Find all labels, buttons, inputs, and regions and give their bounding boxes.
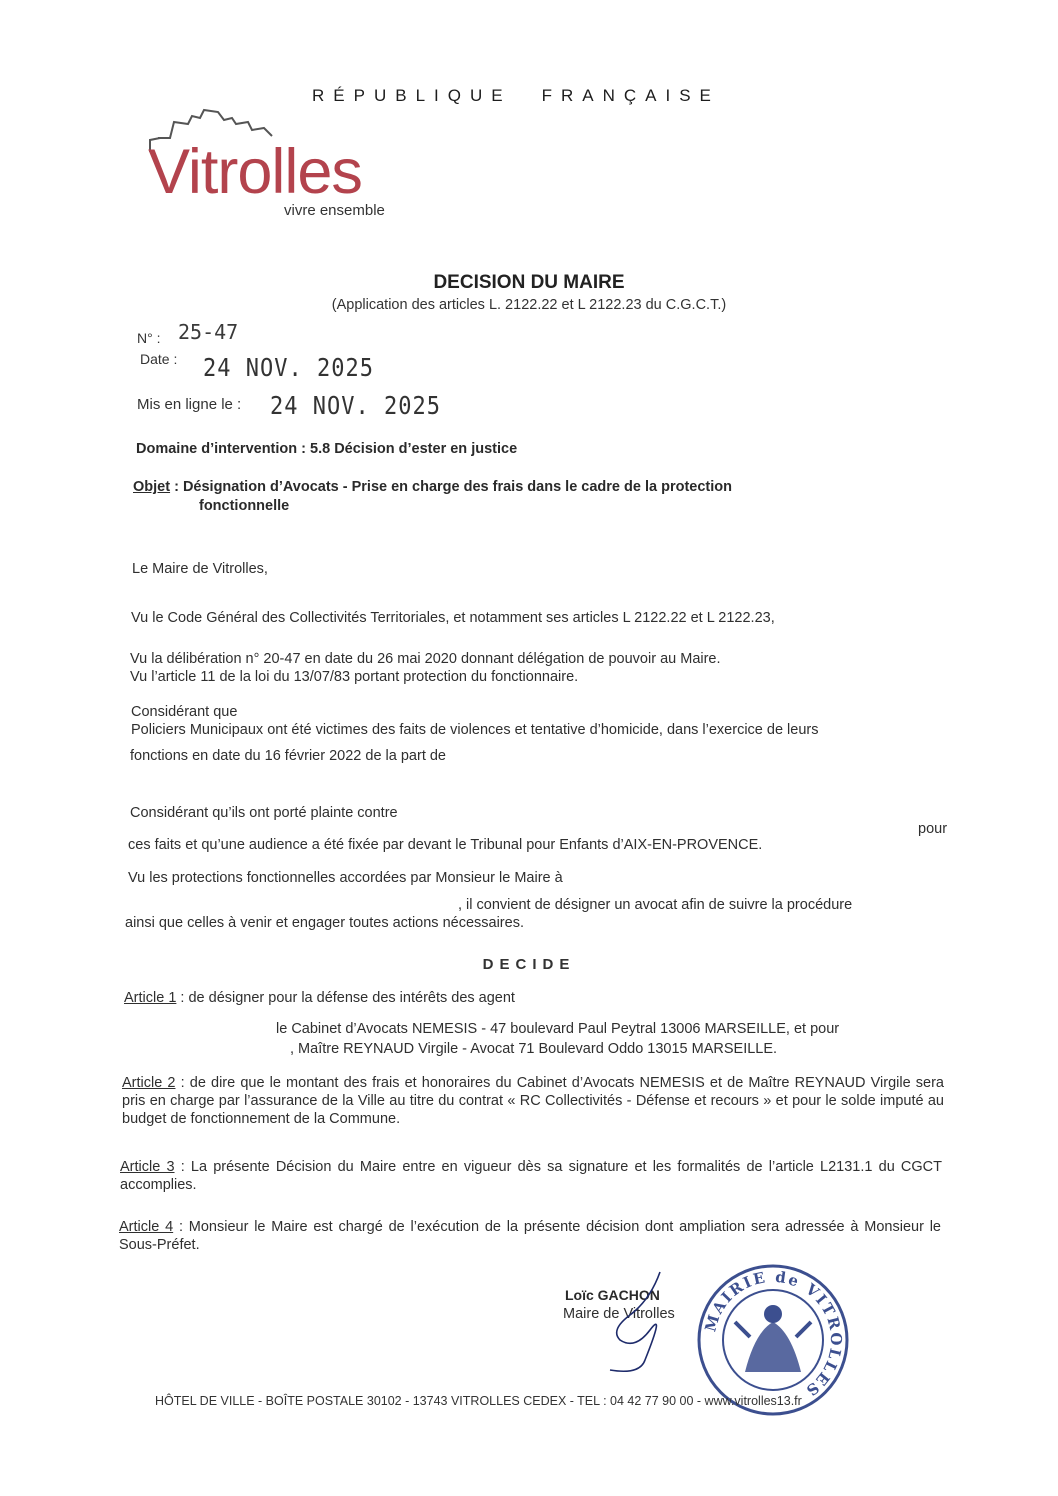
objet-label: Objet: [133, 479, 171, 495]
article-1-line3: , Maître REYNAUD Virgile - Avocat 71 Boulevard Oddo 13015 MARSEILLE.: [290, 1041, 778, 1057]
svg-text:MAIRIE de VITROLLES: MAIRIE de VITROLLES: [701, 1267, 846, 1401]
article-3-label: Article 3: [120, 1159, 175, 1175]
handwritten-signature: [590, 1270, 710, 1380]
article-1-label: Article 1: [124, 990, 177, 1006]
article-3: [120, 1158, 942, 1194]
decide-heading: DECIDE: [482, 956, 576, 973]
vu-deliberation: Vu la délibération n° 20-47 en date du 26 mai 2020 donnant délégation de pouvoir au Maire.: [130, 651, 721, 667]
plainte-pour: pour: [918, 821, 948, 837]
vu-cgct: Vu le Code Général des Collectivités Territoriales, et notamment ses articles L 2122.22 et L 2122.23,: [131, 610, 775, 626]
protections-line2: , il convient de désigner un avocat afin de suivre la procédure: [458, 897, 853, 913]
online-label: Mis en ligne le :: [137, 396, 242, 413]
protections-line3: ainsi que celles à venir et engager toutes actions nécessaires.: [125, 915, 524, 931]
article-1-line1: [124, 990, 515, 1006]
article-2-text: : de dire que le montant des frais et honoraires du Cabinet d’Avocats NEMESIS et de Maître REYNAUD Virgile sera pris en charge par l’assurance de la Ville au titre du contrat « RC Collectivités - Défense et recours » et pour le solde imputé au budget de fonctionnement de la Commune.: [122, 1075, 944, 1127]
article-4-label: Article 4: [119, 1219, 174, 1235]
protections-line1: Vu les protections fonctionnelles accordées par Monsieur le Maire à: [128, 870, 563, 886]
date-label: Date :: [140, 351, 178, 367]
logo-tagline: vivre ensemble: [284, 202, 385, 219]
date-stamp: 24 NOV. 2025: [203, 354, 374, 383]
francaise-word: FRANÇAISE: [541, 86, 720, 105]
considerant-line2: Policiers Municipaux ont été victimes des faits de violences et tentative d’homicide, dans l’exercice de leurs: [131, 722, 819, 738]
maire-intro: Le Maire de Vitrolles,: [132, 561, 268, 577]
plainte-line1: Considérant qu’ils ont porté plainte contre: [130, 805, 398, 821]
article-1-line2: le Cabinet d’Avocats NEMESIS - 47 boulevard Paul Peytral 13006 MARSEILLE, et pour: [276, 1021, 840, 1037]
numero-label: N° :: [137, 330, 161, 346]
republique-francaise: [312, 86, 720, 106]
signatory-role: Maire de Vitrolles: [563, 1306, 675, 1322]
numero-value: 25-47: [178, 320, 239, 344]
considerant-line3: fonctions en date du 16 février 2022 de la part de: [130, 748, 446, 764]
document-subtitle: (Application des articles L. 2122.22 et L 2122.23 du C.G.C.T.): [331, 297, 727, 313]
article-2: [122, 1074, 944, 1128]
considerant-que: Considérant que: [131, 704, 238, 720]
article-1-text: : de désigner pour la défense des intérêts des agent: [180, 990, 515, 1006]
plainte-line2: ces faits et qu’une audience a été fixée par devant le Tribunal pour Enfants d’AIX-EN-PROVENCE.: [128, 837, 763, 853]
vu-loi: Vu l’article 11 de la loi du 13/07/83 portant protection du fonctionnaire.: [130, 669, 579, 685]
domaine-intervention: Domaine d’intervention : 5.8 Décision d’ester en justice: [136, 441, 518, 457]
objet-text-line2: fonctionnelle: [199, 498, 290, 514]
online-stamp: 24 NOV. 2025: [270, 392, 441, 421]
objet-text: : Désignation d’Avocats - Prise en charge des frais dans le cadre de la protection: [174, 479, 732, 495]
article-4-text: : Monsieur le Maire est chargé de l’exécution de la présente décision dont ampliation sera adressée à Monsieur le Sous-Préfet.: [119, 1219, 941, 1253]
article-4: [119, 1218, 941, 1254]
footer-address: HÔTEL DE VILLE - BOÎTE POSTALE 30102 - 13743 VITROLLES CEDEX - TEL : 04 42 77 90 00 - www.vitrolles13.fr: [155, 1394, 802, 1408]
article-2-label: Article 2: [122, 1075, 176, 1091]
logo-wordmark: Vitrolles: [148, 137, 362, 207]
signatory-name: Loïc GACHON: [565, 1287, 660, 1303]
document-title: DECISION DU MAIRE: [433, 272, 625, 293]
objet-line: [133, 479, 732, 495]
republique-word: RÉPUBLIQUE: [312, 86, 512, 105]
article-3-text: : La présente Décision du Maire entre en vigueur dès sa signature et les formalités de l’article L2131.1 du CGCT accomplies.: [120, 1159, 943, 1193]
